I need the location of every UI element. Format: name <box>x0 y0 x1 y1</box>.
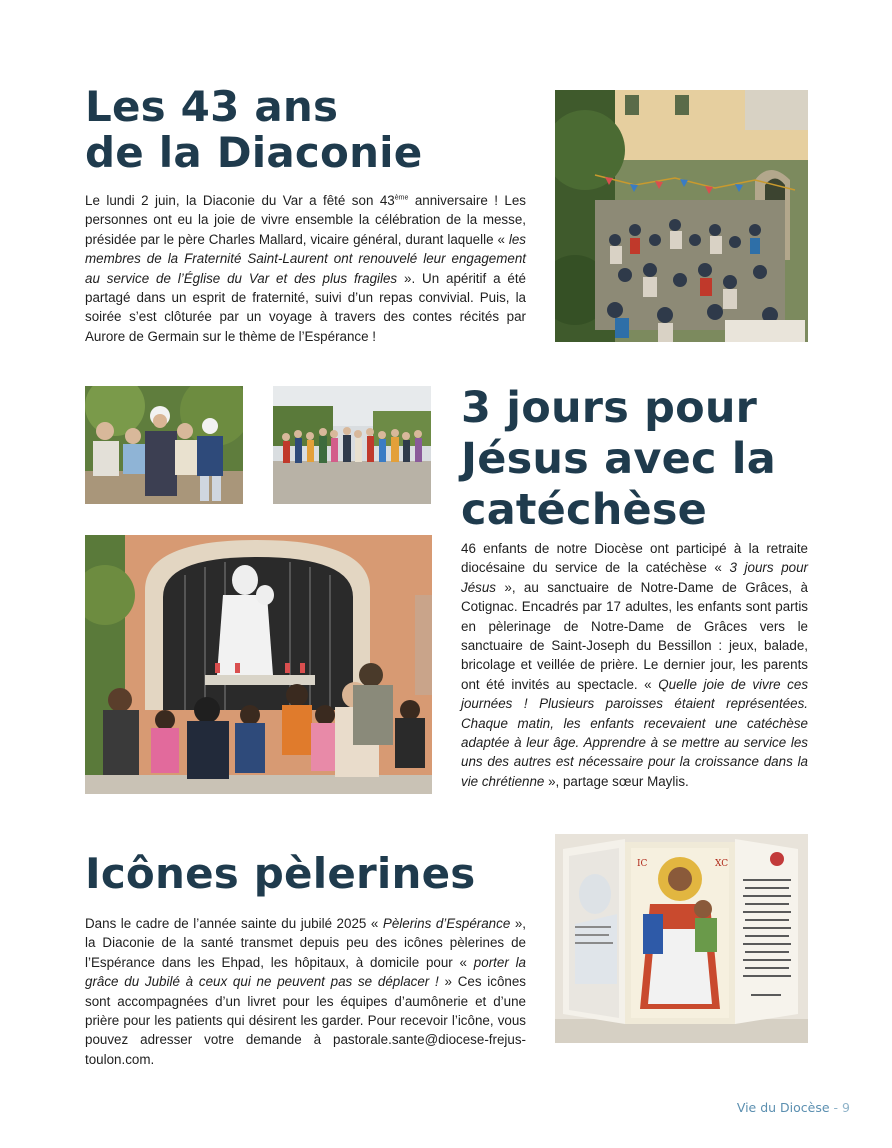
section1-text-a: Le lundi 2 juin, la Diaconie du Var a fêté son 43 <box>85 193 395 208</box>
section3-quote: porter la grâce du Jubilé à ceux qui ne peuvent pas se déplacer ! <box>85 954 526 990</box>
photo-nun-with-children <box>85 386 243 504</box>
section1-paragraph <box>85 191 526 346</box>
section2-title-line1: 3 jours pour <box>461 383 758 433</box>
footer-separator: - <box>829 1100 843 1115</box>
page-footer <box>737 1100 850 1115</box>
photo-children-chain <box>273 386 431 504</box>
section1-title <box>85 84 422 176</box>
page-number: 9 <box>842 1100 850 1115</box>
section3-text-c: » Ces icônes sont accompagnées d’un livret pour les équipes d’aumônerie et d’une prière pour les patients qui désirent les garder. Pour recevoir l’icône, vous pouvez adresser votre demande à pastorale.sante@diocese-frejus-toulon.com. <box>85 974 526 1067</box>
photo-garden-gathering <box>555 90 808 342</box>
section3-text-a: Dans le cadre de l’année sainte du jubilé 2025 « <box>85 916 383 931</box>
section2-quote: Quelle joie de vivre ces journées ! Plusieurs paroisses étaient représentées. Chaque matin, les enfants recevaient une catéchèse adaptée à leur âge. Apprendre à se mettre au service les uns des autres est nécessaire pour la croissance dans la vie chrétienne <box>461 676 809 789</box>
section3-title: Icônes pèlerines <box>85 849 476 898</box>
photo-pilgrim-icon-triptych <box>555 834 808 1043</box>
section2-title <box>461 383 776 536</box>
section2-text-a: 46 enfants de notre Diocèse ont participé à la retraite diocésaine du service de la catéchèse « <box>461 541 808 576</box>
svg-text:IC: IC <box>637 859 648 869</box>
section2-paragraph <box>461 539 808 791</box>
section2-retreat-title: 3 jours pour Jésus <box>461 560 808 595</box>
section3-paragraph <box>85 914 526 1069</box>
section3-jubilee-title: Pèlerins d’Espérance <box>382 916 511 931</box>
section3-text-b: », la Diaconie de la santé transmet depuis peu des icônes pèlerines de l’Espérance dans les Ehpad, les hôpitaux, à domicile pour « <box>85 916 527 970</box>
section1-quote: les membres de la Fraternité Saint-Laurent ont renouvelé leur engagement au service de l’Église du Var et des plus fragiles <box>85 231 526 286</box>
section2-text-b: », au sanctuaire de Notre-Dame de Grâces, à Cotignac. Encadrés par 17 adultes, les enfants sont partis en pèlerinage de Notre-Dame de Grâces vers le sanctuaire de Saint-Joseph du Bessillon : jeux, balade, bricolage et veillée de prière. Le dernier jour, les parents ont été invités au spectacle. « <box>461 579 808 692</box>
section1-text-c: ». Un apéritif a été partagé dans un esprit de fraternité, suivi d’un repas convivial. Puis, la soirée s’est clôturée par un voyage à travers des contes récités par Aurore de Germain sur le thème de l’Espérance ! <box>85 270 527 344</box>
footer-section-name: Vie du Diocèse <box>736 1100 830 1115</box>
section1-title-line1: Les 43 ans <box>85 82 339 131</box>
section1-title-line2: de la Diaconie <box>85 128 423 177</box>
superscript-eme: ème <box>394 194 409 202</box>
section2-title-line2: Jésus avec la <box>461 434 776 484</box>
photo-children-before-statue <box>85 535 432 794</box>
section2-text-c: », partage sœur Maylis. <box>544 773 689 789</box>
section2-title-line3: catéchèse <box>461 485 708 535</box>
section1-text-b: anniversaire ! Les personnes ont eu la joie de vivre ensemble la célébration de la messe, présidée par le père Charles Mallard, vicaire général, durant laquelle « <box>85 193 526 247</box>
svg-text:XC: XC <box>715 859 729 869</box>
